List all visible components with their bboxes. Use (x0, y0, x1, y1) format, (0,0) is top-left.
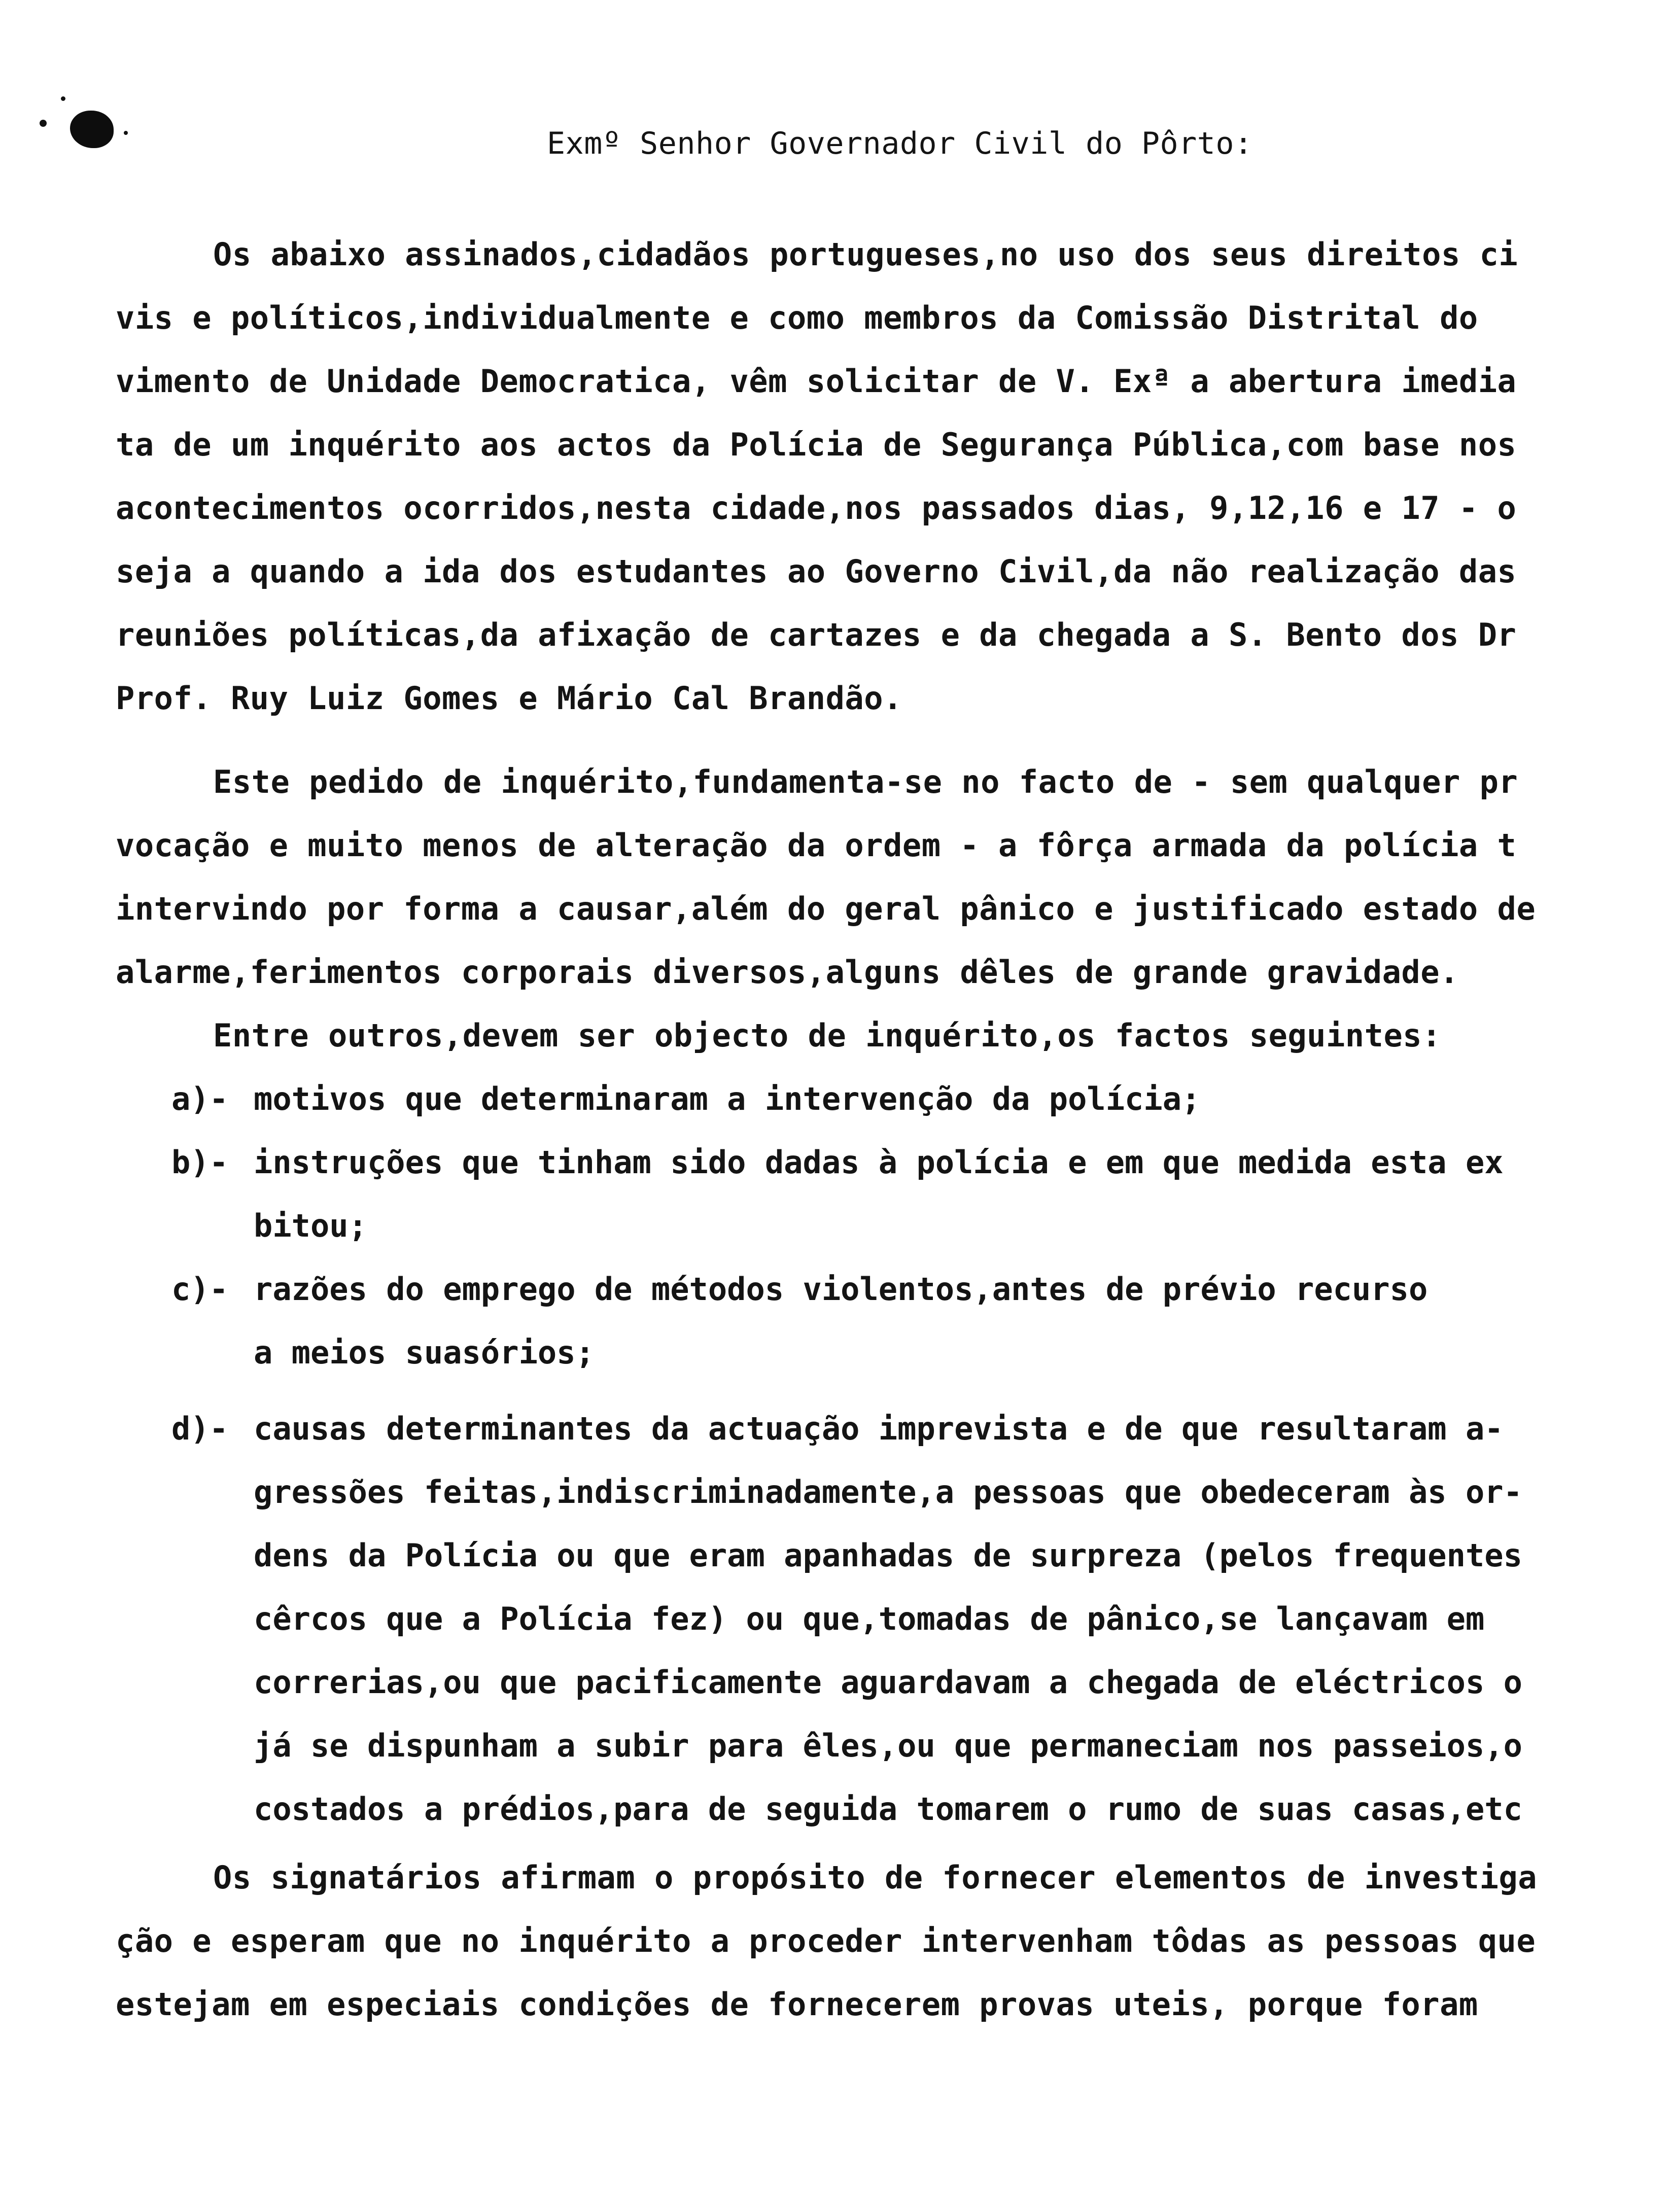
list-marker: b)- (171, 1144, 228, 1181)
list-marker: d)- (171, 1410, 228, 1447)
list-line: já se dispunham a subir para êles,ou que permaneciam nos passeios,o (254, 1727, 1522, 1764)
salutation: Exmº Senhor Governador Civil do Pôrto: (547, 126, 1253, 161)
paragraph-line: estejam em especiais condições de fornecerem provas uteis, porque foram (116, 1986, 1478, 2023)
ink-speck (124, 131, 128, 135)
paragraph-line: ta de um inquérito aos actos da Polícia de Segurança Pública,com base nos (116, 426, 1517, 463)
paragraph-line: Este pedido de inquérito,fundamenta-se no facto de - sem qualquer pr (213, 763, 1518, 800)
paragraph-line: Os signatários afirmam o propósito de fornecer elementos de investiga (213, 1859, 1538, 1896)
list-marker: c)- (171, 1271, 228, 1308)
list-line: causas determinantes da actuação imprevista e de que resultaram a- (254, 1410, 1504, 1447)
paragraph-line: vis e políticos,individualmente e como membros da Comissão Distrital do (116, 299, 1478, 336)
list-line: razões do emprego de métodos violentos,antes de prévio recurso (254, 1271, 1428, 1308)
paragraph-line: alarme,ferimentos corporais diversos,alguns dêles de grande gravidade. (116, 954, 1459, 991)
ink-blot (70, 111, 114, 148)
ink-speck (40, 120, 47, 127)
paragraph-line: acontecimentos ocorridos,nesta cidade,nos passados dias, 9,12,16 e 17 - o (116, 489, 1517, 526)
list-line: bitou; (254, 1207, 367, 1244)
list-line: dens da Polícia ou que eram apanhadas de surpreza (pelos frequentes (254, 1537, 1522, 1574)
paragraph-line: vimento de Unidade Democratica, vêm solicitar de V. Exª a abertura imedia (116, 363, 1517, 400)
ink-speck (61, 96, 65, 101)
paragraph-line: vocação e muito menos de alteração da ordem - a fôrça armada da polícia t (116, 827, 1517, 864)
list-line: gressões feitas,indiscriminadamente,a pessoas que obedeceram às or- (254, 1473, 1522, 1511)
paragraph-line: ção e esperam que no inquérito a proceder intervenham tôdas as pessoas que (116, 1922, 1536, 1959)
paragraph-line: reuniões políticas,da afixação de cartazes e da chegada a S. Bento dos Dr (116, 616, 1517, 653)
paragraph-line: Prof. Ruy Luiz Gomes e Mário Cal Brandão. (116, 680, 902, 717)
list-marker: a)- (171, 1080, 228, 1117)
list-line: motivos que determinaram a intervenção da polícia; (254, 1080, 1201, 1117)
paragraph-line: Os abaixo assinados,cidadãos portugueses,no uso dos seus direitos ci (213, 236, 1518, 273)
paragraph-line: Entre outros,devem ser objecto de inquérito,os factos seguintes: (213, 1017, 1441, 1054)
list-line: cêrcos que a Polícia fez) ou que,tomadas de pânico,se lançavam em (254, 1600, 1485, 1637)
paragraph-line: intervindo por forma a causar,além do geral pânico e justificado estado de (116, 890, 1536, 927)
list-line: a meios suasórios; (254, 1334, 595, 1371)
list-line: costados a prédios,para de seguida tomarem o rumo de suas casas,etc (254, 1790, 1522, 1828)
list-line: instruções que tinham sido dadas à polícia e em que medida esta ex (254, 1144, 1504, 1181)
list-line: correrias,ou que pacificamente aguardavam a chegada de eléctricos o (254, 1664, 1522, 1701)
paragraph-line: seja a quando a ida dos estudantes ao Governo Civil,da não realização das (116, 553, 1517, 590)
